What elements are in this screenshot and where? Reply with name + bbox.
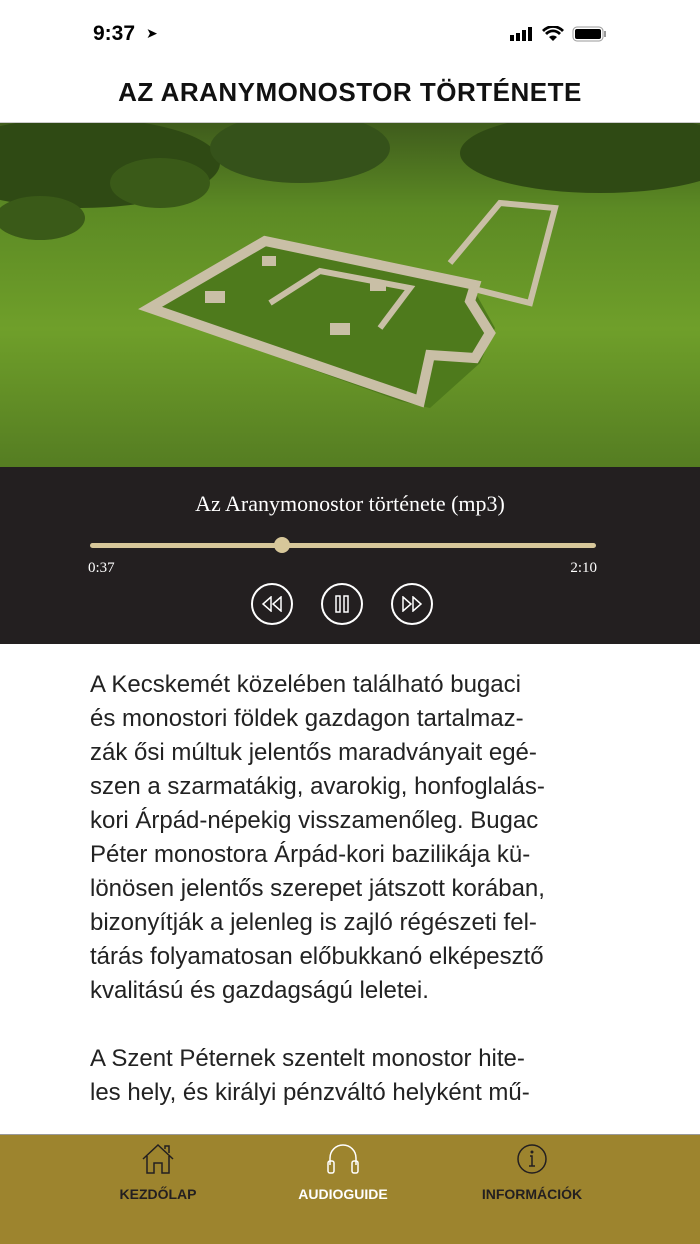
page-header — [0, 66, 700, 123]
location-icon: ➤ — [146, 25, 158, 41]
tab-bar — [0, 1134, 700, 1244]
text-line: tárás folyamatosan előbukkanó elképesztő — [90, 943, 544, 970]
battery-icon — [572, 26, 608, 42]
text-line: A Kecskemét közelében található bugaci — [90, 671, 521, 698]
text-line: kvalitású és gazdagságú leletei. — [90, 977, 429, 1004]
headphones-icon — [323, 1143, 363, 1175]
info-icon — [515, 1143, 549, 1175]
track-title: Az Aranymonostor története (mp3) — [195, 491, 505, 516]
fast-forward-button[interactable] — [391, 583, 433, 625]
text-line: Péter monostora Árpád-kori bazilikája kü- — [90, 841, 531, 868]
rewind-icon — [261, 596, 283, 612]
tab-home[interactable] — [68, 1143, 248, 1202]
tab-information[interactable] — [442, 1143, 622, 1202]
pause-button[interactable] — [321, 583, 363, 625]
home-icon — [141, 1143, 175, 1175]
text-line: A Szent Péternek szentelt monostor hite- — [90, 1045, 525, 1072]
page-title: AZ ARANYMONOSTOR TÖRTÉNETE — [118, 77, 582, 107]
tab-label: AUDIOGUIDE — [298, 1186, 388, 1202]
audio-player — [0, 467, 700, 644]
tab-audioguide[interactable] — [253, 1143, 433, 1202]
clock: 9:37 — [93, 22, 136, 45]
fast-forward-icon — [401, 596, 423, 612]
pause-icon — [334, 595, 350, 613]
monastery-aerial-photo — [0, 123, 700, 467]
article-text — [90, 668, 620, 1144]
status-bar — [0, 0, 700, 66]
tab-label: INFORMÁCIÓK — [481, 1186, 583, 1202]
progress-slider[interactable] — [90, 543, 596, 548]
text-line: és monostori földek gazdagon tartalmaz- — [90, 705, 524, 732]
wifi-icon — [542, 26, 564, 42]
text-line: zák ősi múltuk jelentős maradványait egé- — [90, 739, 537, 766]
text-line: lönösen jelentős szerepet játszott korában, — [90, 875, 545, 902]
text-line: les hely, és királyi pénzváltó helyként mű- — [90, 1079, 530, 1106]
tab-label: KEZDŐLAP — [119, 1186, 197, 1202]
signal-icon — [510, 27, 534, 41]
text-line: bizonyítják a jelenleg is zajló régészeti fel- — [90, 909, 537, 936]
rewind-button[interactable] — [251, 583, 293, 625]
paragraph — [90, 668, 620, 1008]
current-time: 0:37 — [88, 560, 115, 576]
text-line: kori Árpád-népekig visszamenőleg. Bugac — [90, 807, 539, 834]
paragraph — [90, 1042, 620, 1110]
text-line: szen a szarmatákig, avarokig, honfoglalás- — [90, 773, 545, 800]
progress-knob[interactable] — [274, 537, 290, 553]
total-time: 2:10 — [570, 560, 597, 576]
